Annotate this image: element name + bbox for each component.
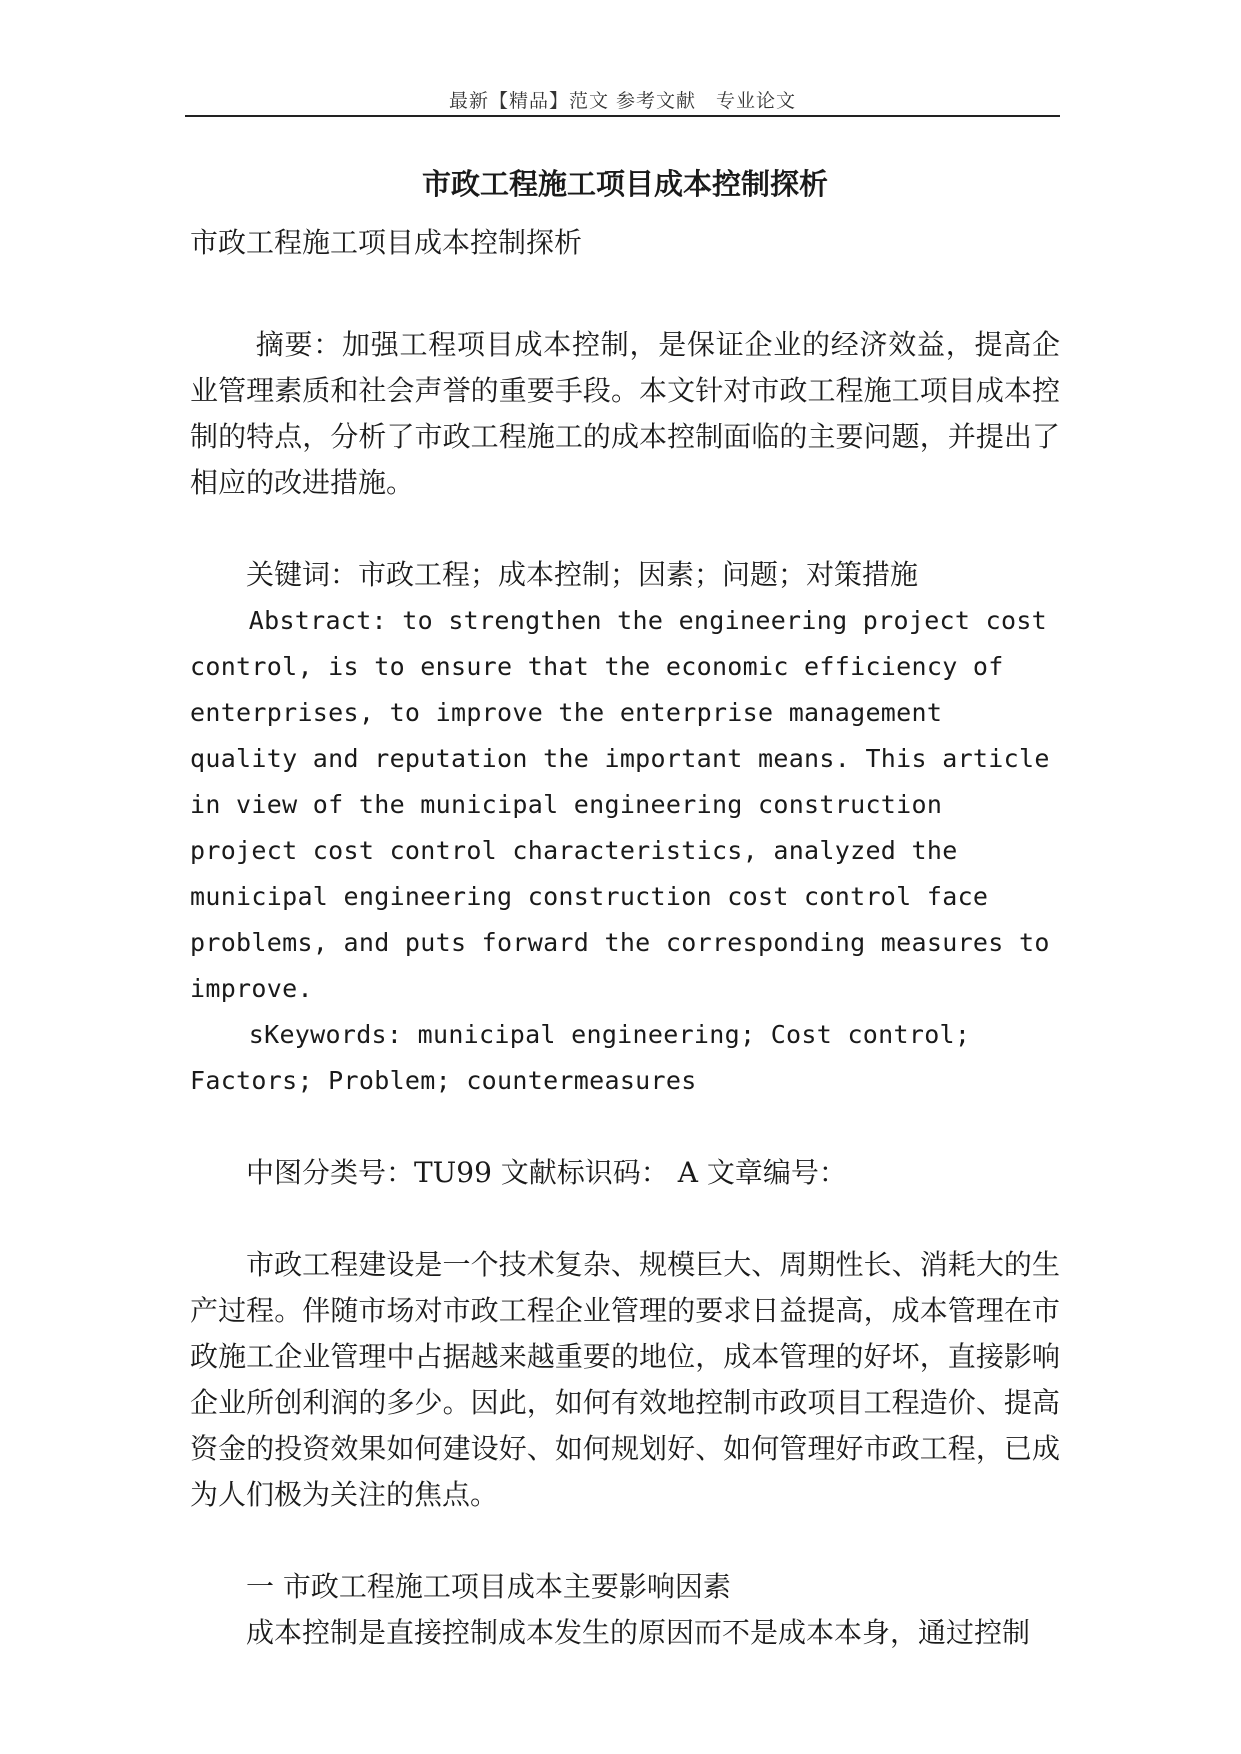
- document-title: 市政工程施工项目成本控制探析: [421, 167, 828, 201]
- spacer: [190, 266, 1060, 294]
- page-header: 最新【精品】范文 参考文献 专业论文: [448, 90, 797, 112]
- abstract-zh: 摘要：加强工程项目成本控制，是保证企业的经济效益，提高企业管理素质和社会声誉的重要手段。本文针对市政工程施工项目成本控制的特点，分析了市政工程施工的成本控制面临的主要问题，并提出了相应的改进措施。: [190, 328, 1060, 499]
- section-heading: 一 市政工程施工项目成本主要影响因素: [246, 1570, 731, 1603]
- document-subtitle: 市政工程施工项目成本控制探析: [190, 226, 583, 259]
- keywords-en: sKeywords: municipal engineering; Cost control; Factors; Problem; countermeasures: [190, 1020, 971, 1095]
- keywords-zh: 关键词：市政工程；成本控制；因素；问题；对策措施: [246, 558, 919, 591]
- spacer: [190, 1518, 1060, 1564]
- spacer: [190, 1196, 1060, 1242]
- document-body: [190, 160, 1060, 1656]
- spacer: [190, 506, 1060, 552]
- section-paragraph: 成本控制是直接控制成本发生的原因而不是成本本身，通过控制: [246, 1616, 1031, 1649]
- classification-line: 中图分类号：TU99 文献标识码： A 文章编号：: [246, 1156, 847, 1189]
- intro-paragraph: 市政工程建设是一个技术复杂、规模巨大、周期性长、消耗大的生产过程。伴随市场对市政工程企业管理的要求日益提高，成本管理在市政施工企业管理中占据越来越重要的地位，成本管理的好坏，直接影响企业所创利润的多少。因此，如何有效地控制市政项目工程造价、提高资金的投资效果如何建设好、如何规划好、如何管理好市政工程，已成为人们极为关注的焦点。: [190, 1248, 1060, 1511]
- abstract-en: Abstract: to strengthen the engineering project cost control, is to ensure that the economic efficiency of enterprises, to improve the enterprise management quality and reputation the important means. This article in view of the municipal engineering construction project cost control characteristics, analyzed the municipal engineering construction cost control face problems, and puts forward the corresponding measures to improve.: [190, 606, 1050, 1003]
- header-divider: [185, 115, 1060, 117]
- spacer: [190, 1104, 1060, 1150]
